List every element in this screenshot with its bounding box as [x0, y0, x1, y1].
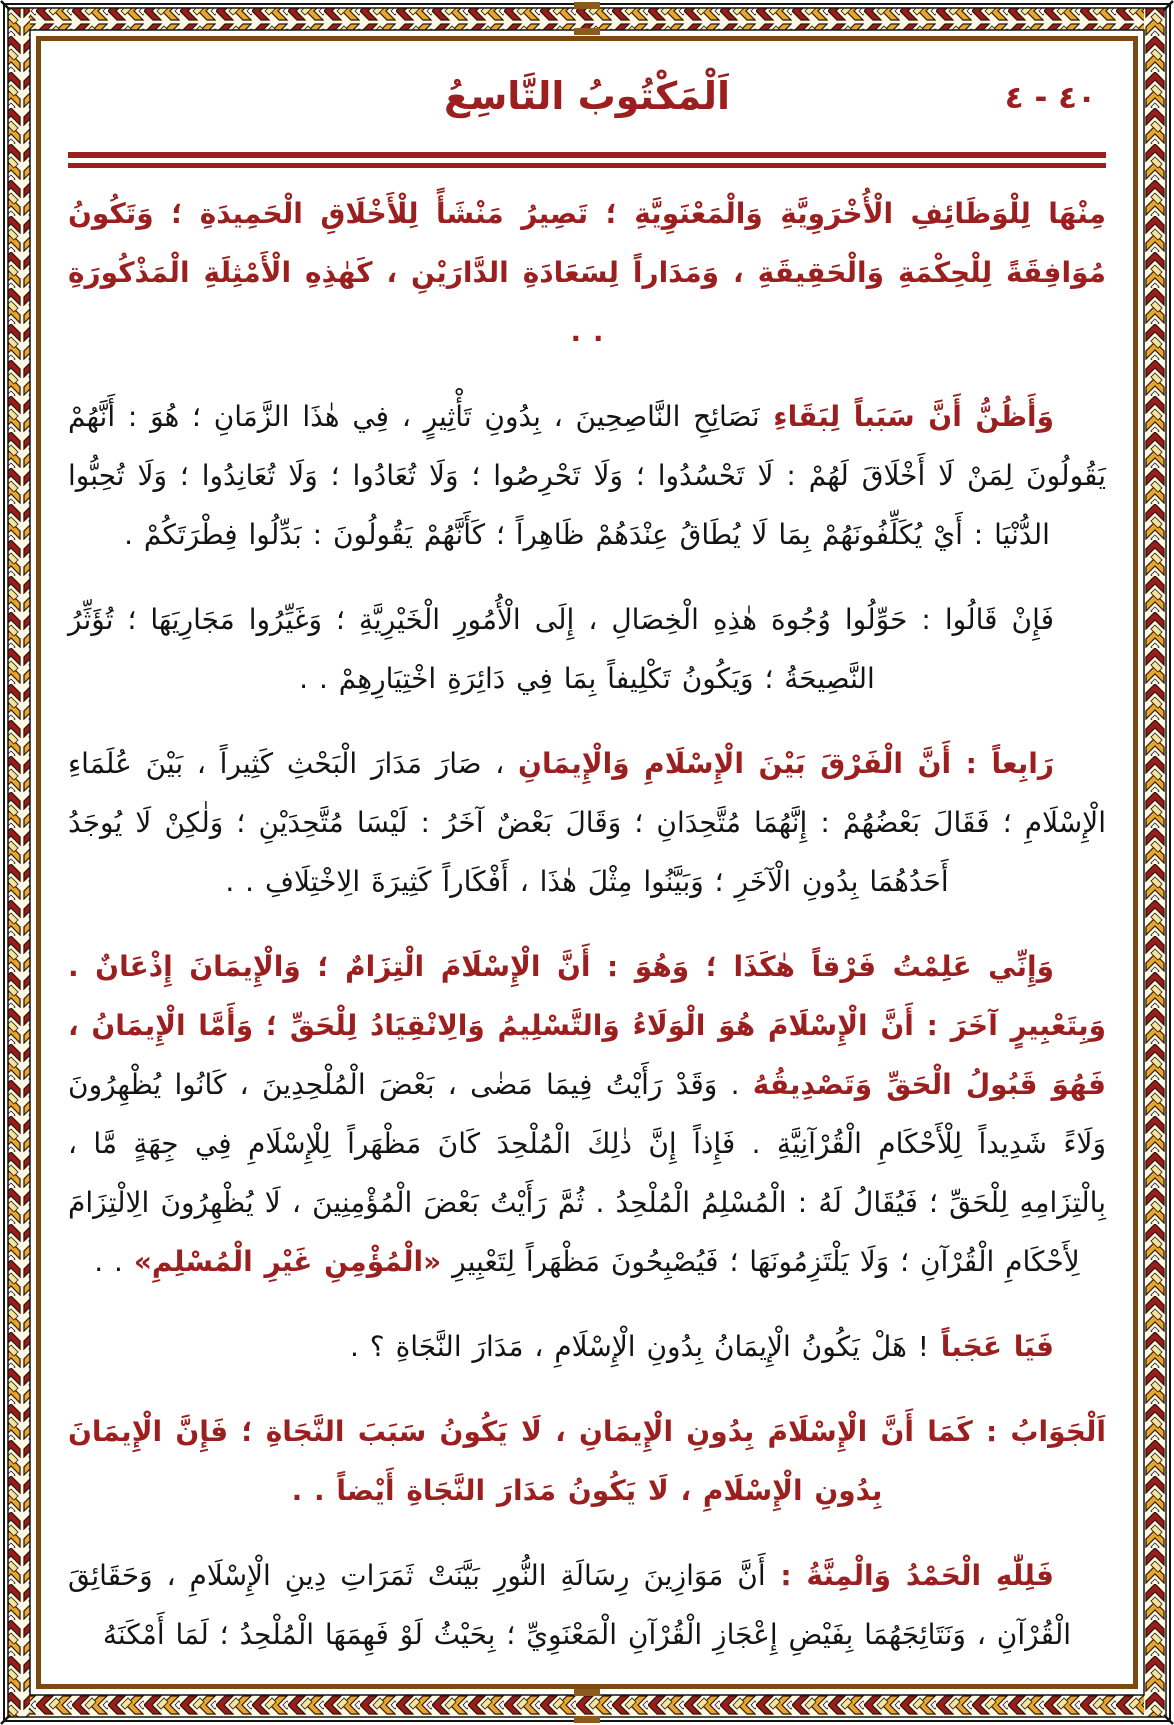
text-run: ! هَلْ يَكُونُ الْإِيمَانُ بِدُونِ الْإِسْلَامِ ، مَدَارَ النَّجَاةِ ؟ . — [350, 1330, 929, 1363]
text-run: وَإِنِّي عَلِمْتُ فَرْقاً هٰكَذَا ؛ وَهُوَ : أَنَّ الْإِسْلَامَ الْتِزَامٌ ؛ وَالْإِيمَانَ إِذْعَانٌ . وَبِتَعْبِيرٍ آخَرَ : أَنَّ الْإِسْلَامَ هُوَ الْوَلَاءُ وَالتَّسْلِيمُ وَالِانْقِيَادُ لِلْحَقِّ ؛ وَأَمَّا الْإِيمَانُ ، فَهُوَ قَبُولُ الْحَقِّ وَتَصْدِيقُهُ — [68, 950, 1106, 1101]
paragraph — [68, 184, 1106, 361]
text-run: اَلْجَوَابُ : كَمَا أَنَّ الْإِسْلَامَ بِدُونِ الْإِيمَانِ ، لَا يَكُونُ سَبَبَ النَّجَاةِ ؛ فَإِنَّ الْإِيمَانَ بِدُونِ الْإِسْلَامِ ، لَا يَكُونُ مَدَارَ النَّجَاةِ أَيْضاً . . — [68, 1415, 1106, 1507]
text-run: «الْمُؤْمِنِ غَيْرِ الْمُسْلِمِ» — [133, 1245, 442, 1278]
text-run: وَأَظُنُّ أَنَّ سَبَباً لِبَقَاءِ — [759, 400, 1054, 433]
body-text — [68, 184, 1106, 1664]
paragraph — [68, 937, 1106, 1291]
text-run: نَصَائِحِ النَّاصِحِينَ ، بِدُونِ تَأْثِيرٍ ، فِي هٰذَا الزَّمَانِ ؛ هُوَ : أَنَّهُمْ يَقُولُونَ لِمَنْ لَا أَخْلَاقَ لَهُمْ : لَا تَحْسُدُوا ؛ وَلَا تَحْرِصُوا ؛ وَلَا تُعَادُوا ؛ وَلَا تُعَانِدُوا ؛ وَلَا تُحِبُّوا الدُّنْيَا : أَيْ يُكَلِّفُونَهُمْ بِمَا لَا يُطَاقُ عِنْدَهُمْ ظَاهِراً ؛ كَأَنَّهُمْ يَقُولُونَ : بَدِّلُوا فِطْرَتَكُمْ . — [68, 400, 1106, 551]
text-run: أَنَّ مَوَازِينَ رِسَالَةِ النُّورِ بَيَّنَتْ ثَمَرَاتِ دِينِ الْإِسْلَامِ ، وَحَقَائِقَ الْقُرْآنِ ، وَنَتَائِجَهُمَا بِفَيْضِ إِعْجَازِ الْقُرْآنِ الْمَعْنَوِيِّ ؛ بِحَيْثُ لَوْ فَهِمَهَا الْمُلْحِدُ ؛ لَمَا أَمْكَنَهُ — [68, 1559, 1072, 1651]
text-run: فَإِنْ قَالُوا : حَوِّلُوا وُجُوهَ هٰذِهِ الْخِصَالِ ، إِلَى الْأُمُورِ الْخَيْرِيَّةِ ؛ وَغَيِّرُوا مَجَارِيَهَا ؛ تُؤَثِّرُ النَّصِيحَةُ ؛ وَيَكُونُ تَكْلِيفاً بِمَا فِي دَائِرَةِ اخْتِيَارِهِمْ . . — [68, 603, 1054, 695]
paragraph — [68, 1317, 1106, 1376]
page-content — [68, 66, 1106, 1690]
header-divider — [68, 152, 1106, 168]
paragraph — [68, 590, 1106, 708]
paragraph — [68, 1402, 1106, 1520]
text-run: فَلِلّٰهِ الْحَمْدُ وَالْمِنَّةُ : — [765, 1559, 1054, 1592]
text-run: ، صَارَ مَدَارَ الْبَحْثِ كَثِيراً ، بَيْنَ عُلَمَاءِ الْإِسْلَامِ ؛ فَقَالَ بَعْضُهُمْ : إِنَّهُمَا مُتَّحِدَانِ ؛ وَقَالَ بَعْضٌ آخَرُ : لَيْسَا مُتَّحِدَيْنِ ؛ وَلٰكِنْ لَا يُوجَدُ أَحَدُهُمَا بِدُونِ الْآخَرِ ؛ وَبَيَّنُوا مِثْلَ هٰذَا ، أَفْكَاراً كَثِيرَةَ الِاخْتِلَافِ . . — [68, 747, 1106, 898]
text-run: رَابِعاً : أَنَّ الْفَرْقَ بَيْنَ الْإِسْلَامِ وَالْإِيمَانِ — [518, 747, 1054, 780]
paragraph — [68, 734, 1106, 911]
text-run: فَيَا عَجَباً — [928, 1330, 1054, 1363]
paragraph — [68, 1546, 1106, 1664]
page-number: ٤٠ - ٤ — [1004, 80, 1096, 116]
text-run: . . — [94, 1245, 134, 1278]
text-run: مِنْهَا لِلْوَظَائِفِ الْأُخْرَوِيَّةِ وَالْمَعْنَوِيَّةِ ؛ تَصِيرُ مَنْشَأً لِلْأَخْلَاقِ الْحَمِيدَةِ ؛ وَتَكُونُ مُوَافِقَةً لِلْحِكْمَةِ وَالْحَقِيقَةِ ، وَمَدَاراً لِسَعَادَةِ الدَّارَيْنِ ، كَهٰذِهِ الْأَمْثِلَةِ الْمَذْكُورَةِ . . — [68, 197, 1106, 348]
page-title: اَلْمَكْتُوبُ التَّاسِعُ — [443, 74, 731, 118]
text-run: . وَقَدْ رَأَيْتُ فِيمَا مَضٰى ، بَعْضَ الْمُلْحِدِينَ ، كَانُوا يُظْهِرُونَ وَلَاءً شَدِيداً لِلْأَحْكَامِ الْقُرْآنِيَّةِ . فَإِذاً إِنَّ ذٰلِكَ الْمُلْحِدَ كَانَ مَظْهَراً لِلْإِسْلَامِ فِي جِهَةٍ مَّا ، بِالْتِزَامِهِ لِلْحَقِّ ؛ فَيُقَالُ لَهُ : الْمُسْلِمُ الْمُلْحِدُ . ثُمَّ رَأَيْتُ بَعْضَ الْمُؤْمِنِينَ ، لَا يُظْهِرُونَ الِالْتِزَامَ لِأَحْكَامِ الْقُرْآنِ ؛ وَلَا يَلْتَزِمُونَهَا ؛ فَيُصْبِحُونَ مَظْهَراً لِتَعْبِيرِ — [68, 1068, 1106, 1278]
paragraph — [68, 387, 1106, 564]
page-header — [68, 66, 1106, 142]
